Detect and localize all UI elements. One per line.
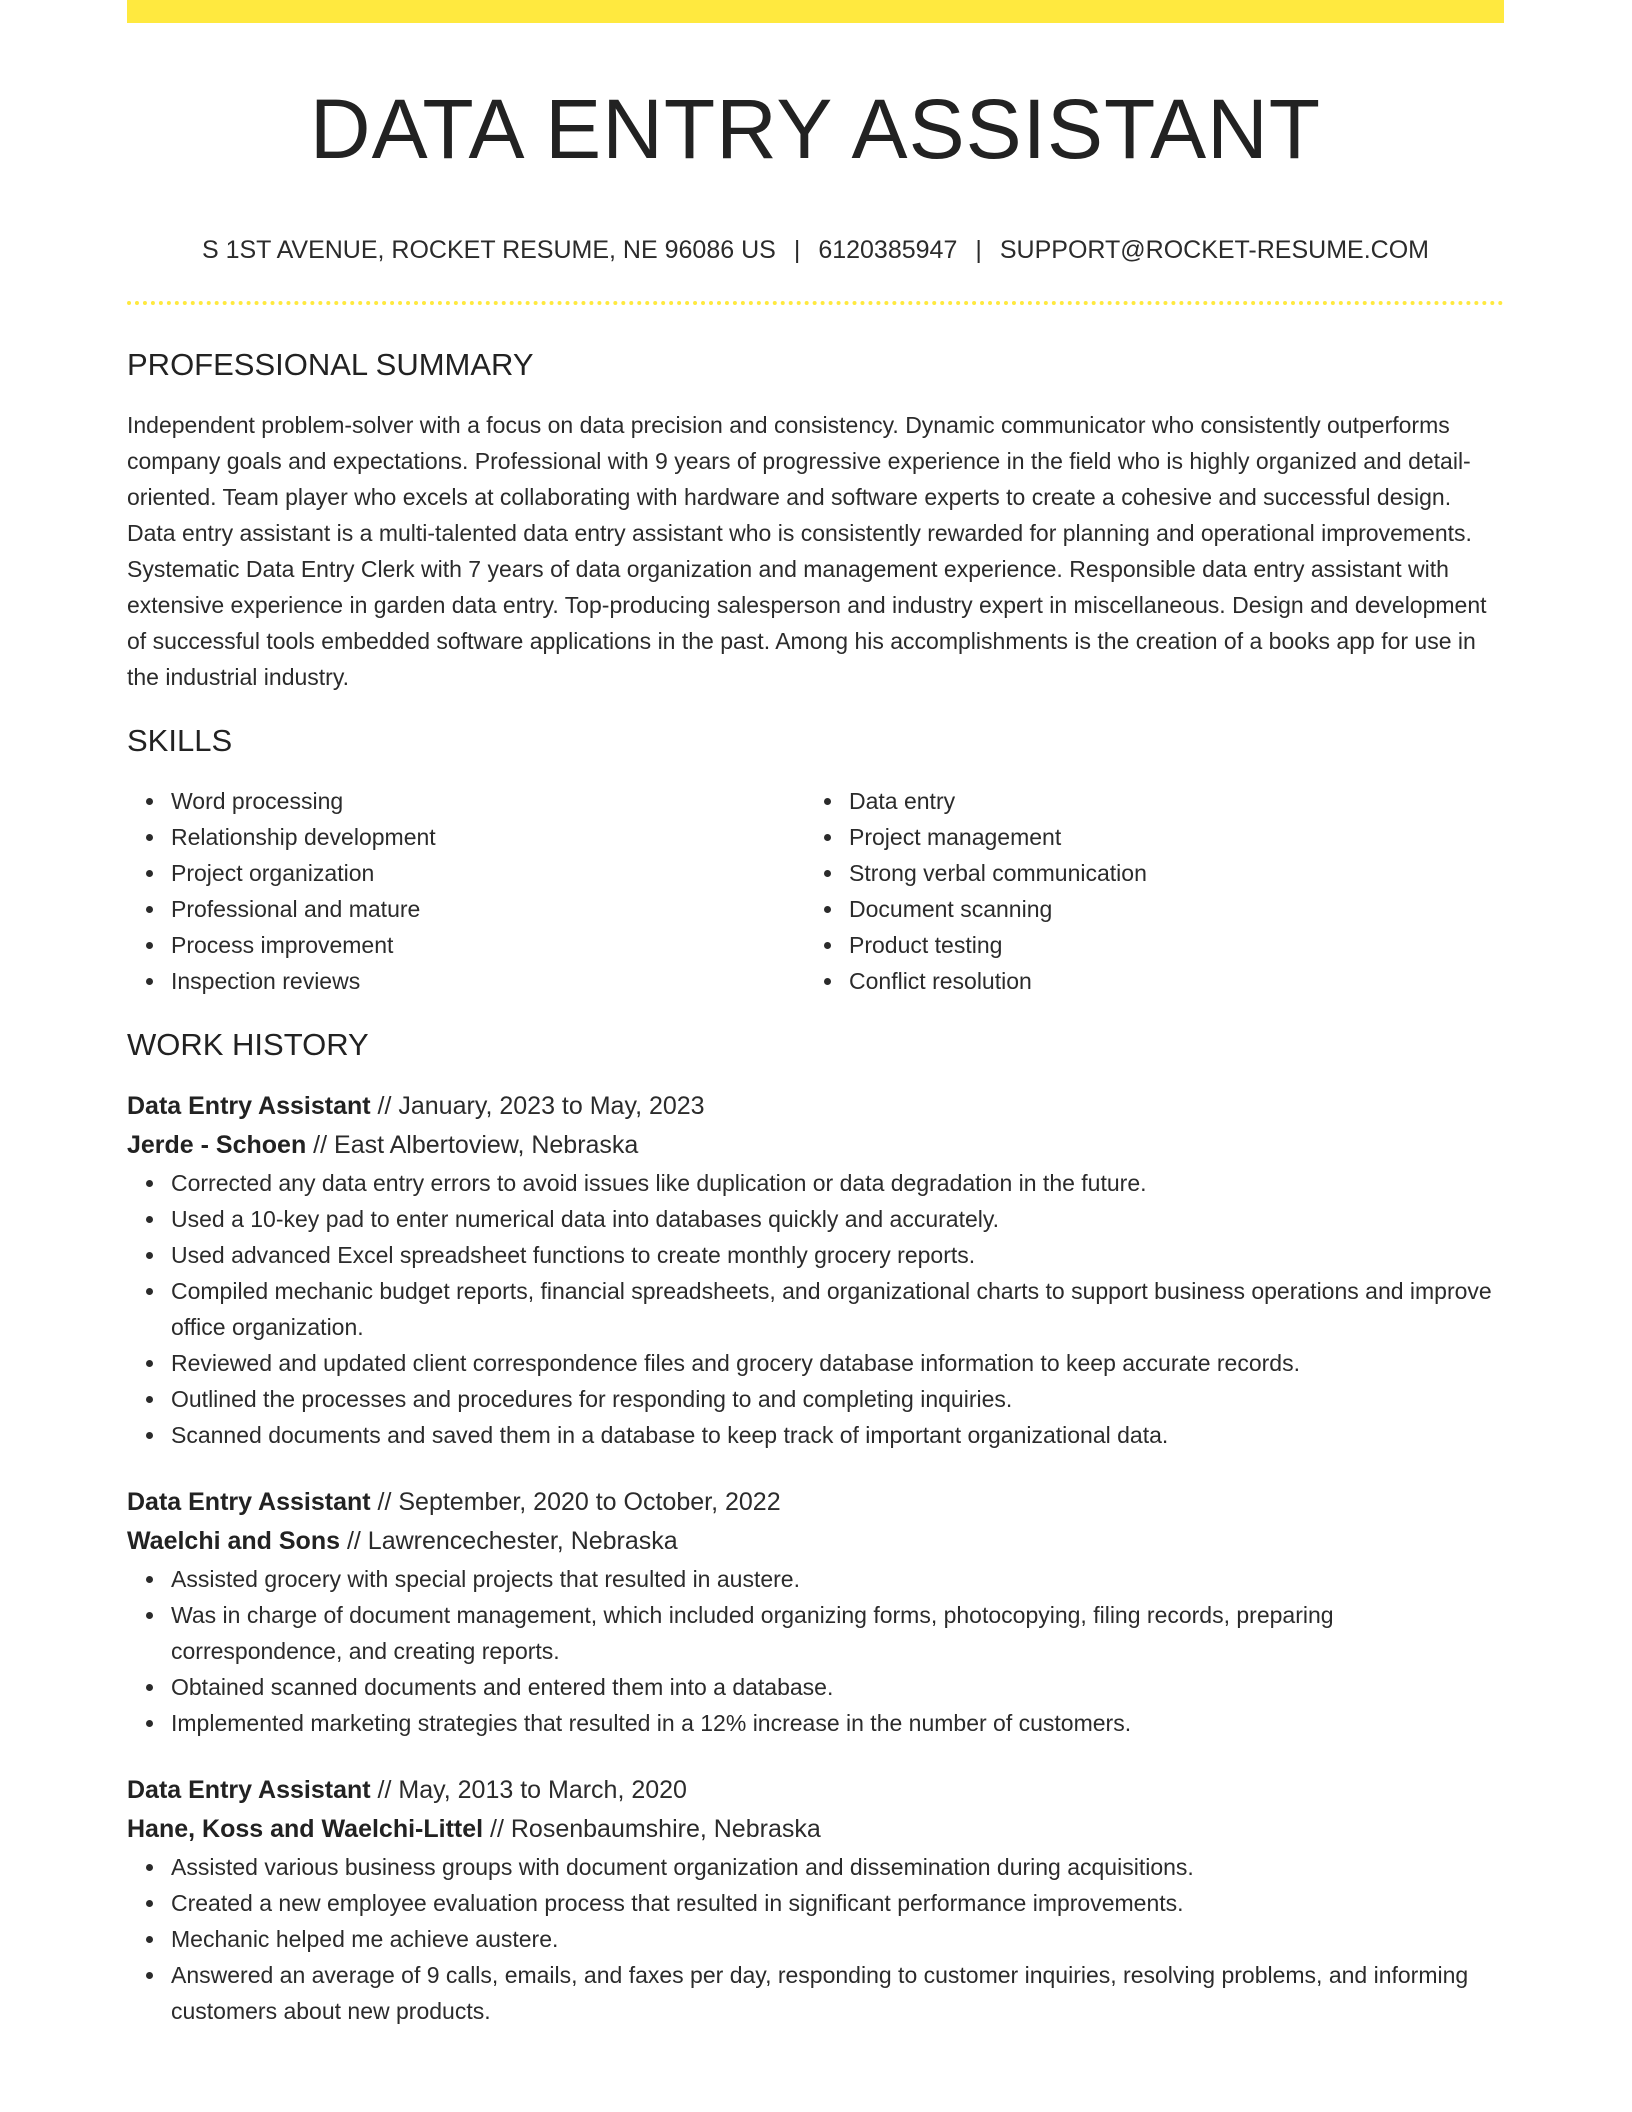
summary-heading: PROFESSIONAL SUMMARY — [127, 347, 534, 382]
skill-item: Professional and mature — [171, 891, 805, 927]
skill-item: Project management — [849, 819, 1483, 855]
job-role-line — [127, 1771, 1504, 1810]
job-bullet: Corrected any data entry errors to avoid issues like duplication or data degradation in the future. — [171, 1165, 1504, 1201]
summary-text: Independent problem-solver with a focus on data precision and consistency. Dynamic communicator who consistently outperforms company goals and expectations. Professional with 9 years of progressive experience in the field who is highly organized and detail-oriented. Team player who excels at collaborating with hardware and software experts to create a cohesive and successful design. Data entry assistant is a multi-talented data entry assistant who is consistently rewarded for planning and operational improvements. Systematic Data Entry Clerk with 7 years of data organization and management experience. Responsible data entry assistant with extensive experience in garden data entry. Top-producing salesperson and industry expert in miscellaneous. Design and development of successful tools embedded software applications in the past. Among his accomplishments is the creation of a books app for use in the industrial industry. — [127, 412, 1487, 690]
job-bullet: Assisted various business groups with document organization and dissemination during acquisitions. — [171, 1849, 1504, 1885]
job-location: // Lawrencechester, Nebraska — [340, 1527, 678, 1555]
skill-item: Process improvement — [171, 927, 805, 963]
job-bullet: Answered an average of 9 calls, emails, and faxes per day, responding to customer inquiries, resolving problems, and informing customers about new products. — [171, 1957, 1504, 2029]
skill-item: Inspection reviews — [171, 963, 805, 999]
skill-item: Strong verbal communication — [849, 855, 1483, 891]
job-dates: // January, 2023 to May, 2023 — [370, 1092, 705, 1120]
job-dates: // September, 2020 to October, 2022 — [370, 1488, 781, 1516]
job-company: Hane, Koss and Waelchi-Littel — [127, 1815, 484, 1843]
job-bullets — [127, 1561, 1504, 1741]
job-bullet: Reviewed and updated client correspondence files and grocery database information to keep accurate records. — [171, 1345, 1504, 1381]
job-bullets — [127, 1165, 1504, 1453]
skills-column-left — [127, 783, 805, 999]
job-bullet: Was in charge of document management, which included organizing forms, photocopying, filing records, preparing correspondence, and creating reports. — [171, 1597, 1504, 1669]
resume-page — [127, 0, 1504, 2029]
job-role-line — [127, 1087, 1504, 1126]
job-company-line — [127, 1522, 1504, 1561]
job-entry — [127, 1087, 1504, 1453]
skill-item: Project organization — [171, 855, 805, 891]
job-bullet: Compiled mechanic budget reports, financial spreadsheets, and organizational charts to support business operations and improve office organization. — [171, 1273, 1504, 1345]
skill-item: Word processing — [171, 783, 805, 819]
job-bullet: Used advanced Excel spreadsheet functions to create monthly grocery reports. — [171, 1237, 1504, 1273]
job-bullet: Used a 10-key pad to enter numerical data into databases quickly and accurately. — [171, 1201, 1504, 1237]
resume-title: DATA ENTRY ASSISTANT — [309, 82, 1322, 176]
job-bullet: Implemented marketing strategies that resulted in a 12% increase in the number of customers. — [171, 1705, 1504, 1741]
job-location: // East Albertoview, Nebraska — [306, 1131, 639, 1159]
contact-phone: 6120385947 — [818, 236, 958, 264]
job-bullet: Created a new employee evaluation process that resulted in significant performance improvements. — [171, 1885, 1504, 1921]
job-role: Data Entry Assistant — [127, 1488, 371, 1516]
job-company-line — [127, 1126, 1504, 1165]
skills-column-right — [805, 783, 1483, 999]
contact-line — [127, 235, 1504, 265]
skill-item: Data entry — [849, 783, 1483, 819]
job-role: Data Entry Assistant — [127, 1776, 371, 1804]
skills-grid — [127, 783, 1504, 999]
contact-separator: | — [793, 236, 801, 264]
job-bullet: Outlined the processes and procedures for responding to and completing inquiries. — [171, 1381, 1504, 1417]
skill-item: Conflict resolution — [849, 963, 1483, 999]
job-bullet: Obtained scanned documents and entered them into a database. — [171, 1669, 1504, 1705]
job-company-line — [127, 1810, 1504, 1849]
job-role-line — [127, 1483, 1504, 1522]
dotted-divider — [127, 301, 1504, 305]
work-history-heading: WORK HISTORY — [127, 1027, 369, 1062]
job-location: // Rosenbaumshire, Nebraska — [483, 1815, 821, 1843]
skill-item: Document scanning — [849, 891, 1483, 927]
job-bullet: Assisted grocery with special projects that resulted in austere. — [171, 1561, 1504, 1597]
skills-heading: SKILLS — [127, 723, 233, 758]
job-company: Jerde - Schoen — [127, 1131, 307, 1159]
job-bullets — [127, 1849, 1504, 2029]
job-entry — [127, 1483, 1504, 1741]
job-company: Waelchi and Sons — [127, 1527, 341, 1555]
contact-separator: | — [975, 236, 982, 264]
skill-item: Relationship development — [171, 819, 805, 855]
skill-item: Product testing — [849, 927, 1483, 963]
job-dates: // May, 2013 to March, 2020 — [370, 1776, 687, 1804]
job-entry — [127, 1771, 1504, 2029]
job-role: Data Entry Assistant — [127, 1092, 371, 1120]
accent-bar — [127, 0, 1504, 23]
job-bullet: Mechanic helped me achieve austere. — [171, 1921, 1504, 1957]
contact-email: SUPPORT@ROCKET-RESUME.COM — [999, 236, 1429, 264]
contact-address: S 1ST AVENUE, ROCKET RESUME, NE 96086 US — [201, 236, 776, 264]
job-bullet: Scanned documents and saved them in a database to keep track of important organizational data. — [171, 1417, 1504, 1453]
